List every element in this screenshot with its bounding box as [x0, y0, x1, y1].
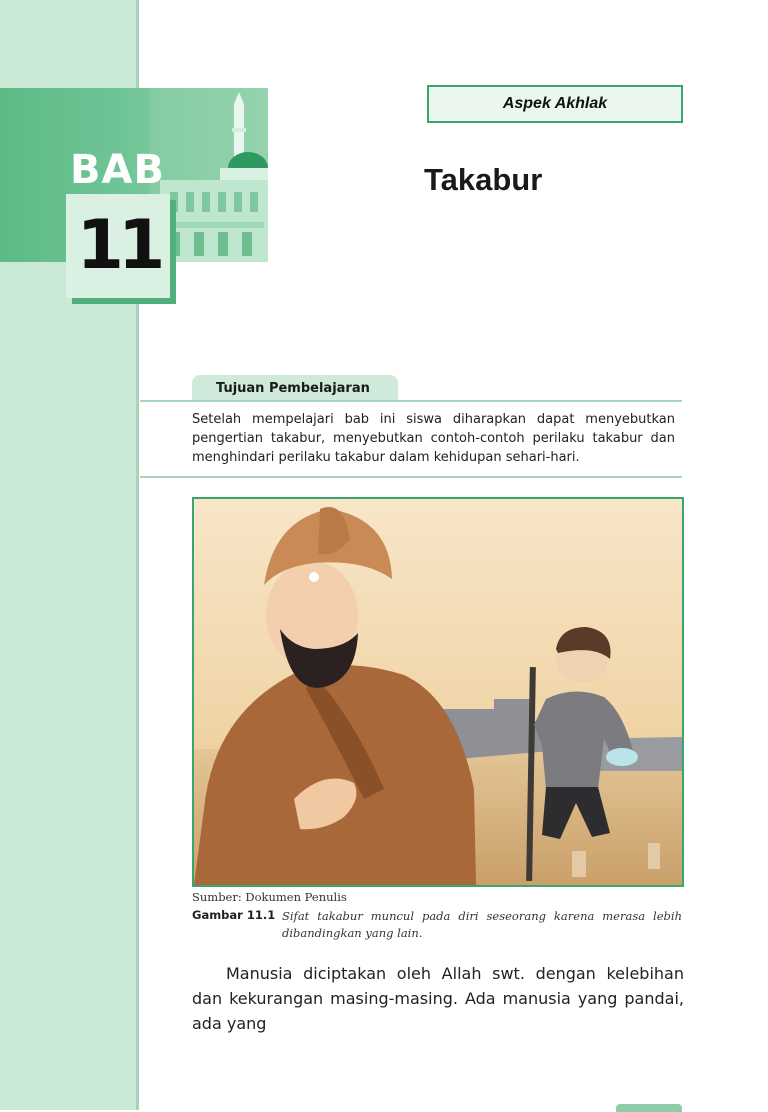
figure-source: Sumber: Dokumen Penulis	[192, 890, 347, 904]
figure-caption: Sifat takabur muncul pada diri seseorang karena merasa lebih dibandingkan yang lain.	[282, 909, 682, 940]
body-paragraph: Manusia diciptakan oleh Allah swt. dengan kelebihan dan kekurangan masing-masing. Ada manusia yang pandai, ada yang	[192, 964, 684, 1033]
objectives-bottom-rule	[140, 476, 682, 478]
figure-illustration	[192, 497, 684, 887]
figure-label: Gambar 11.1	[192, 908, 276, 922]
illustration-scene	[194, 499, 682, 885]
aspect-label: Aspek Akhlak	[427, 85, 683, 123]
chapter-number: 11	[76, 206, 160, 285]
objectives-text: Setelah mempelajari bab ini siswa diharapkan dapat menyebutkan pengertian takabur, menyebutkan contoh-contoh perilaku takabur dan menghindari perilaku takabur dalam kehidupan sehari-hari.	[192, 412, 675, 465]
chapter-title: Takabur	[424, 162, 543, 197]
chapter-word: BAB	[70, 147, 165, 193]
page-tab-marker	[616, 1104, 682, 1112]
objectives-top-rule	[140, 400, 682, 402]
objectives-heading: Tujuan Pembelajaran	[192, 375, 398, 401]
